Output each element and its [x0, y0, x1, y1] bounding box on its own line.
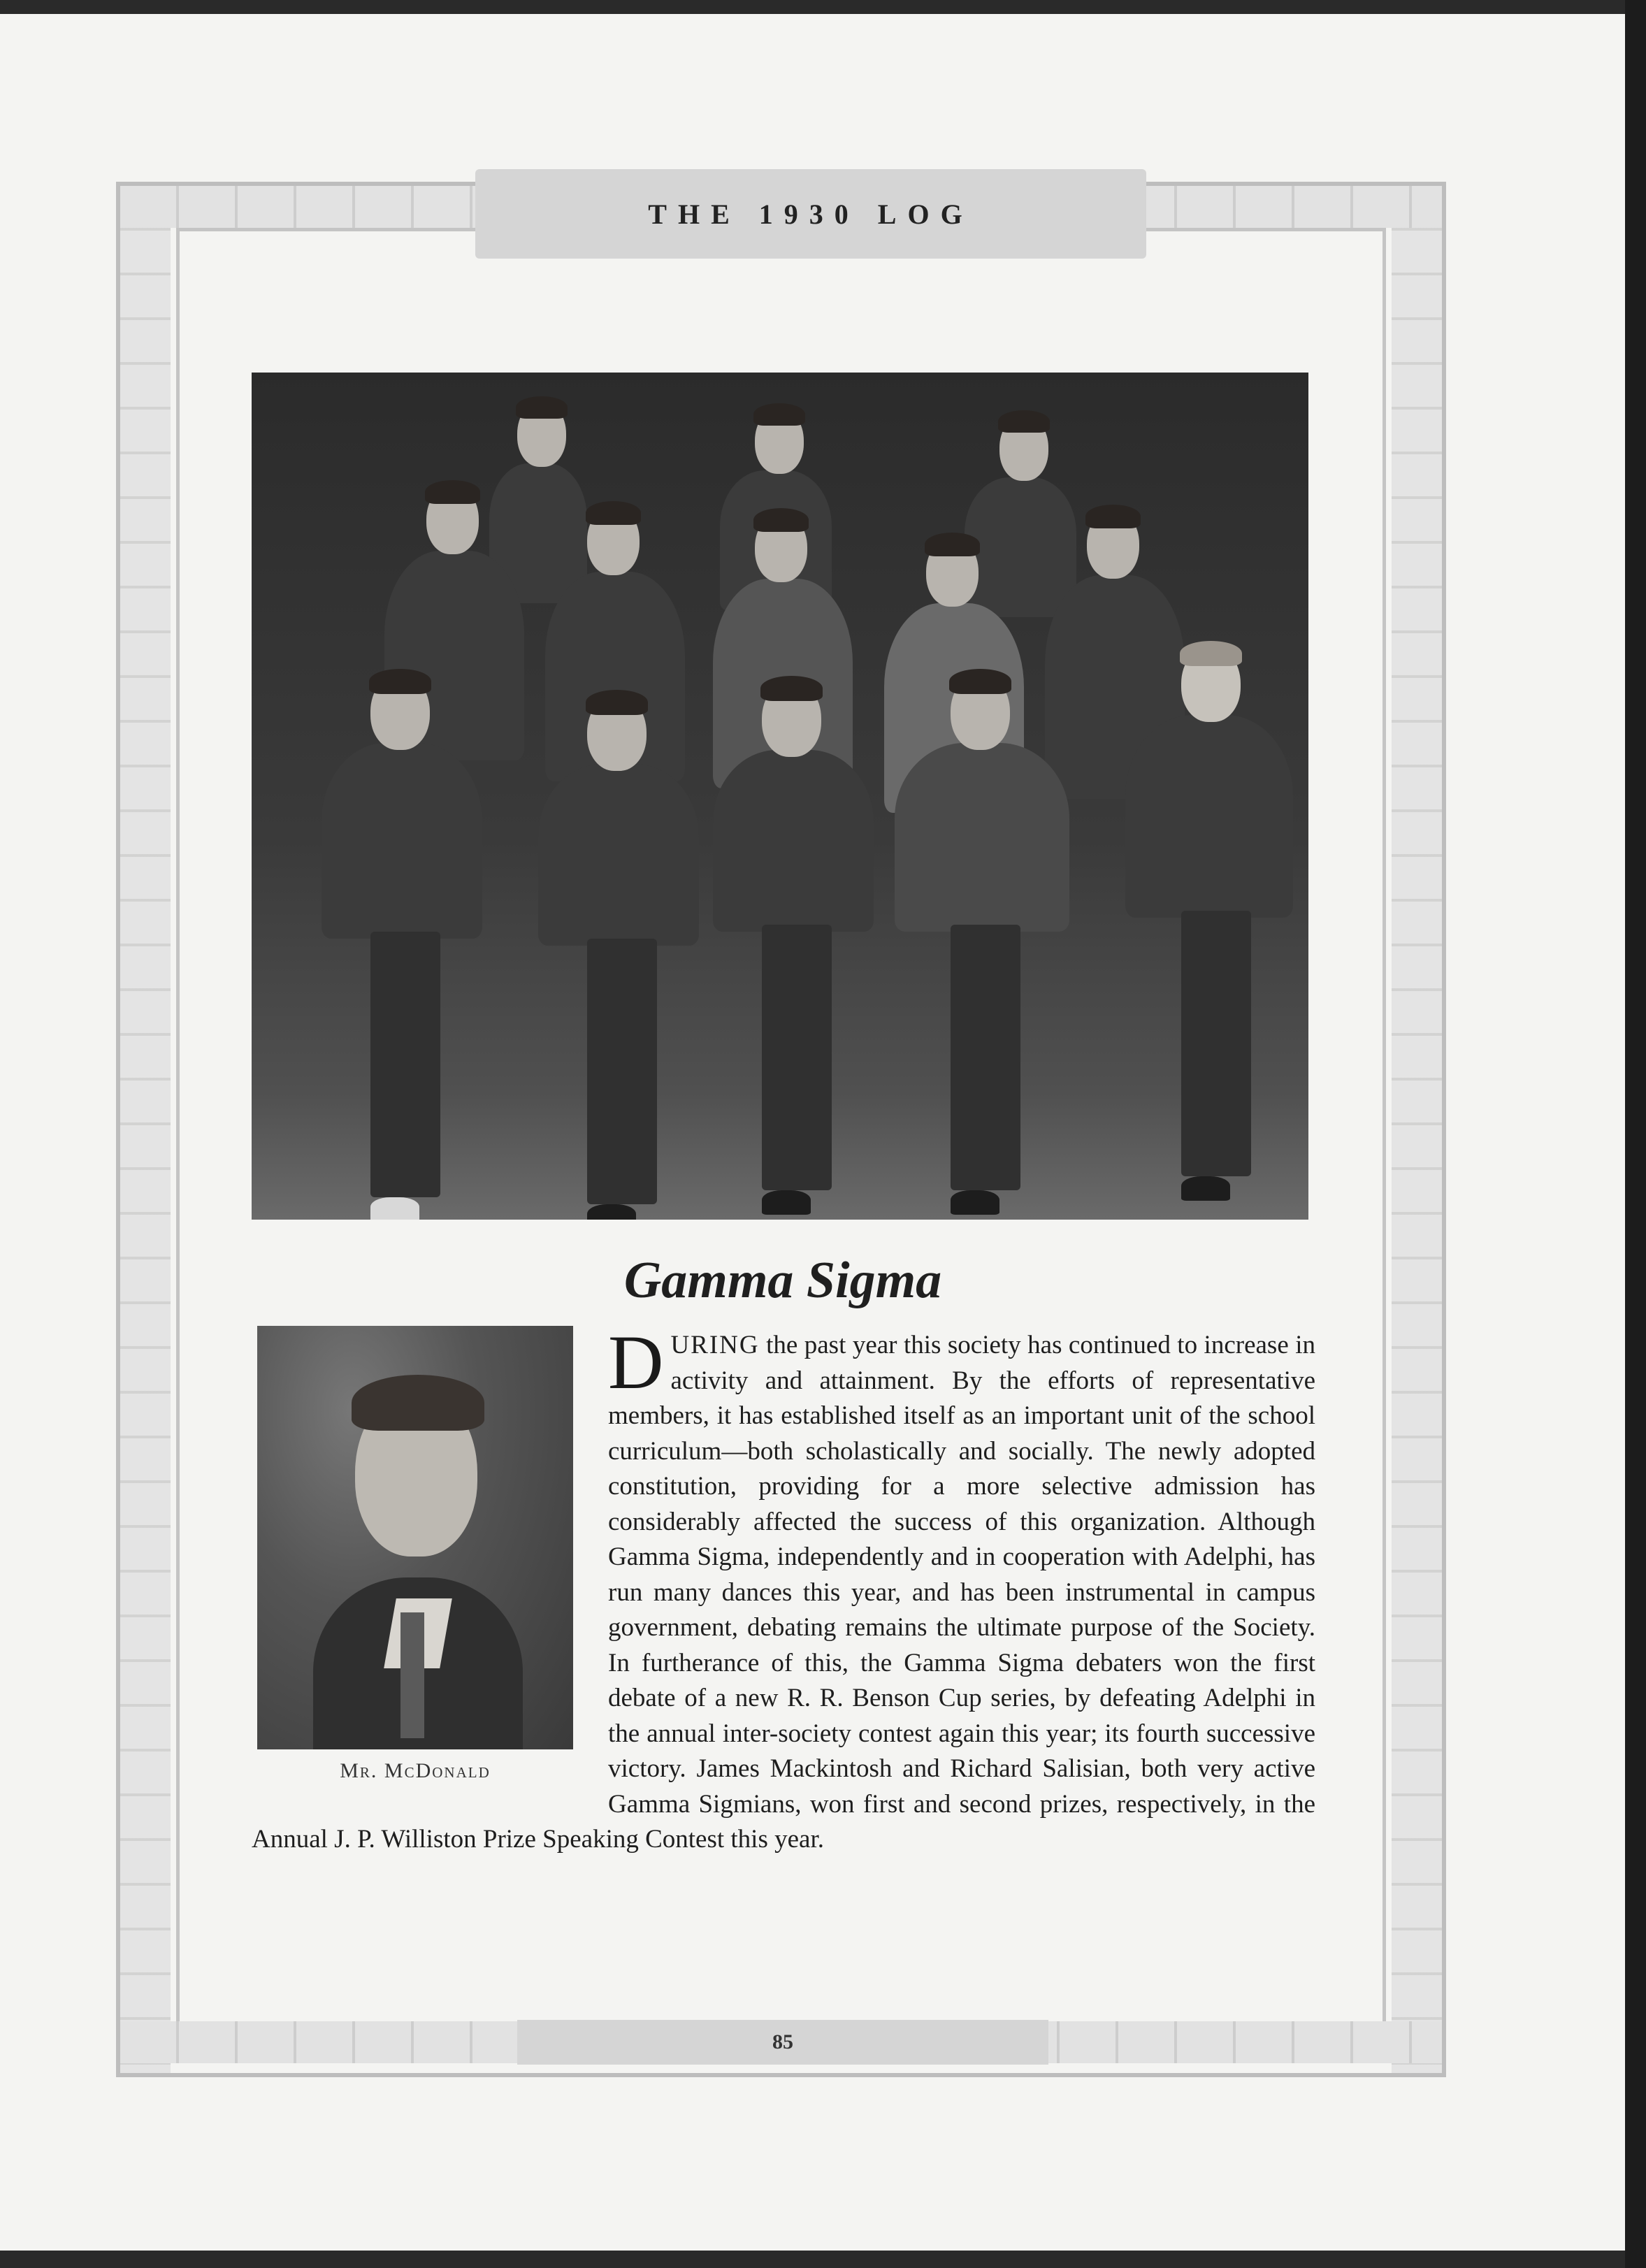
page-number: 85: [772, 2030, 793, 2053]
scan-edge: [1625, 0, 1646, 2268]
header-banner: [475, 169, 1146, 259]
footer-banner: [517, 2020, 1048, 2065]
group-photograph: [252, 373, 1308, 1220]
article-text: the past year this society has continued to increase in activity and attainment. By the efforts of representative members, it has established itself as an important unit of the school curriculum—both scholastically and socially. The newly adopted constitution, providing for a more selective admission has considerably affected the success of this organization. Although Gamma Sigma, independently and in cooperation with Adelphi, has run many dances this year, and has been instrumental in campus government, debating remains the ultimate purpose of the Society. In furtherance of this, the Gamma Sigma debaters won the first debate of a new R. R. Benson Cup series, by defeating Adelphi in the annual inter-society contest again this year; its fourth successive victory. James Mackintosh and Richard Salisian, both very active Gamma Sigmians, won first and second prizes, respectively, in the Annual J. P. Williston Prize Speaking Contest this year.: [252, 1331, 1315, 1854]
left-ornament-band: [120, 186, 171, 2073]
page-sheet: [0, 14, 1625, 2251]
article-headline: Gamma Sigma: [623, 1252, 942, 1309]
portrait-caption: Mr. McDonald: [340, 1759, 491, 1782]
lead-word: URING: [670, 1331, 760, 1359]
running-head: THE 1930 LOG: [648, 198, 974, 230]
article-body: [252, 1320, 1315, 1858]
portrait-spacer: [252, 1328, 608, 1789]
right-ornament-band: [1392, 186, 1442, 2073]
drop-cap: D: [608, 1320, 664, 1405]
